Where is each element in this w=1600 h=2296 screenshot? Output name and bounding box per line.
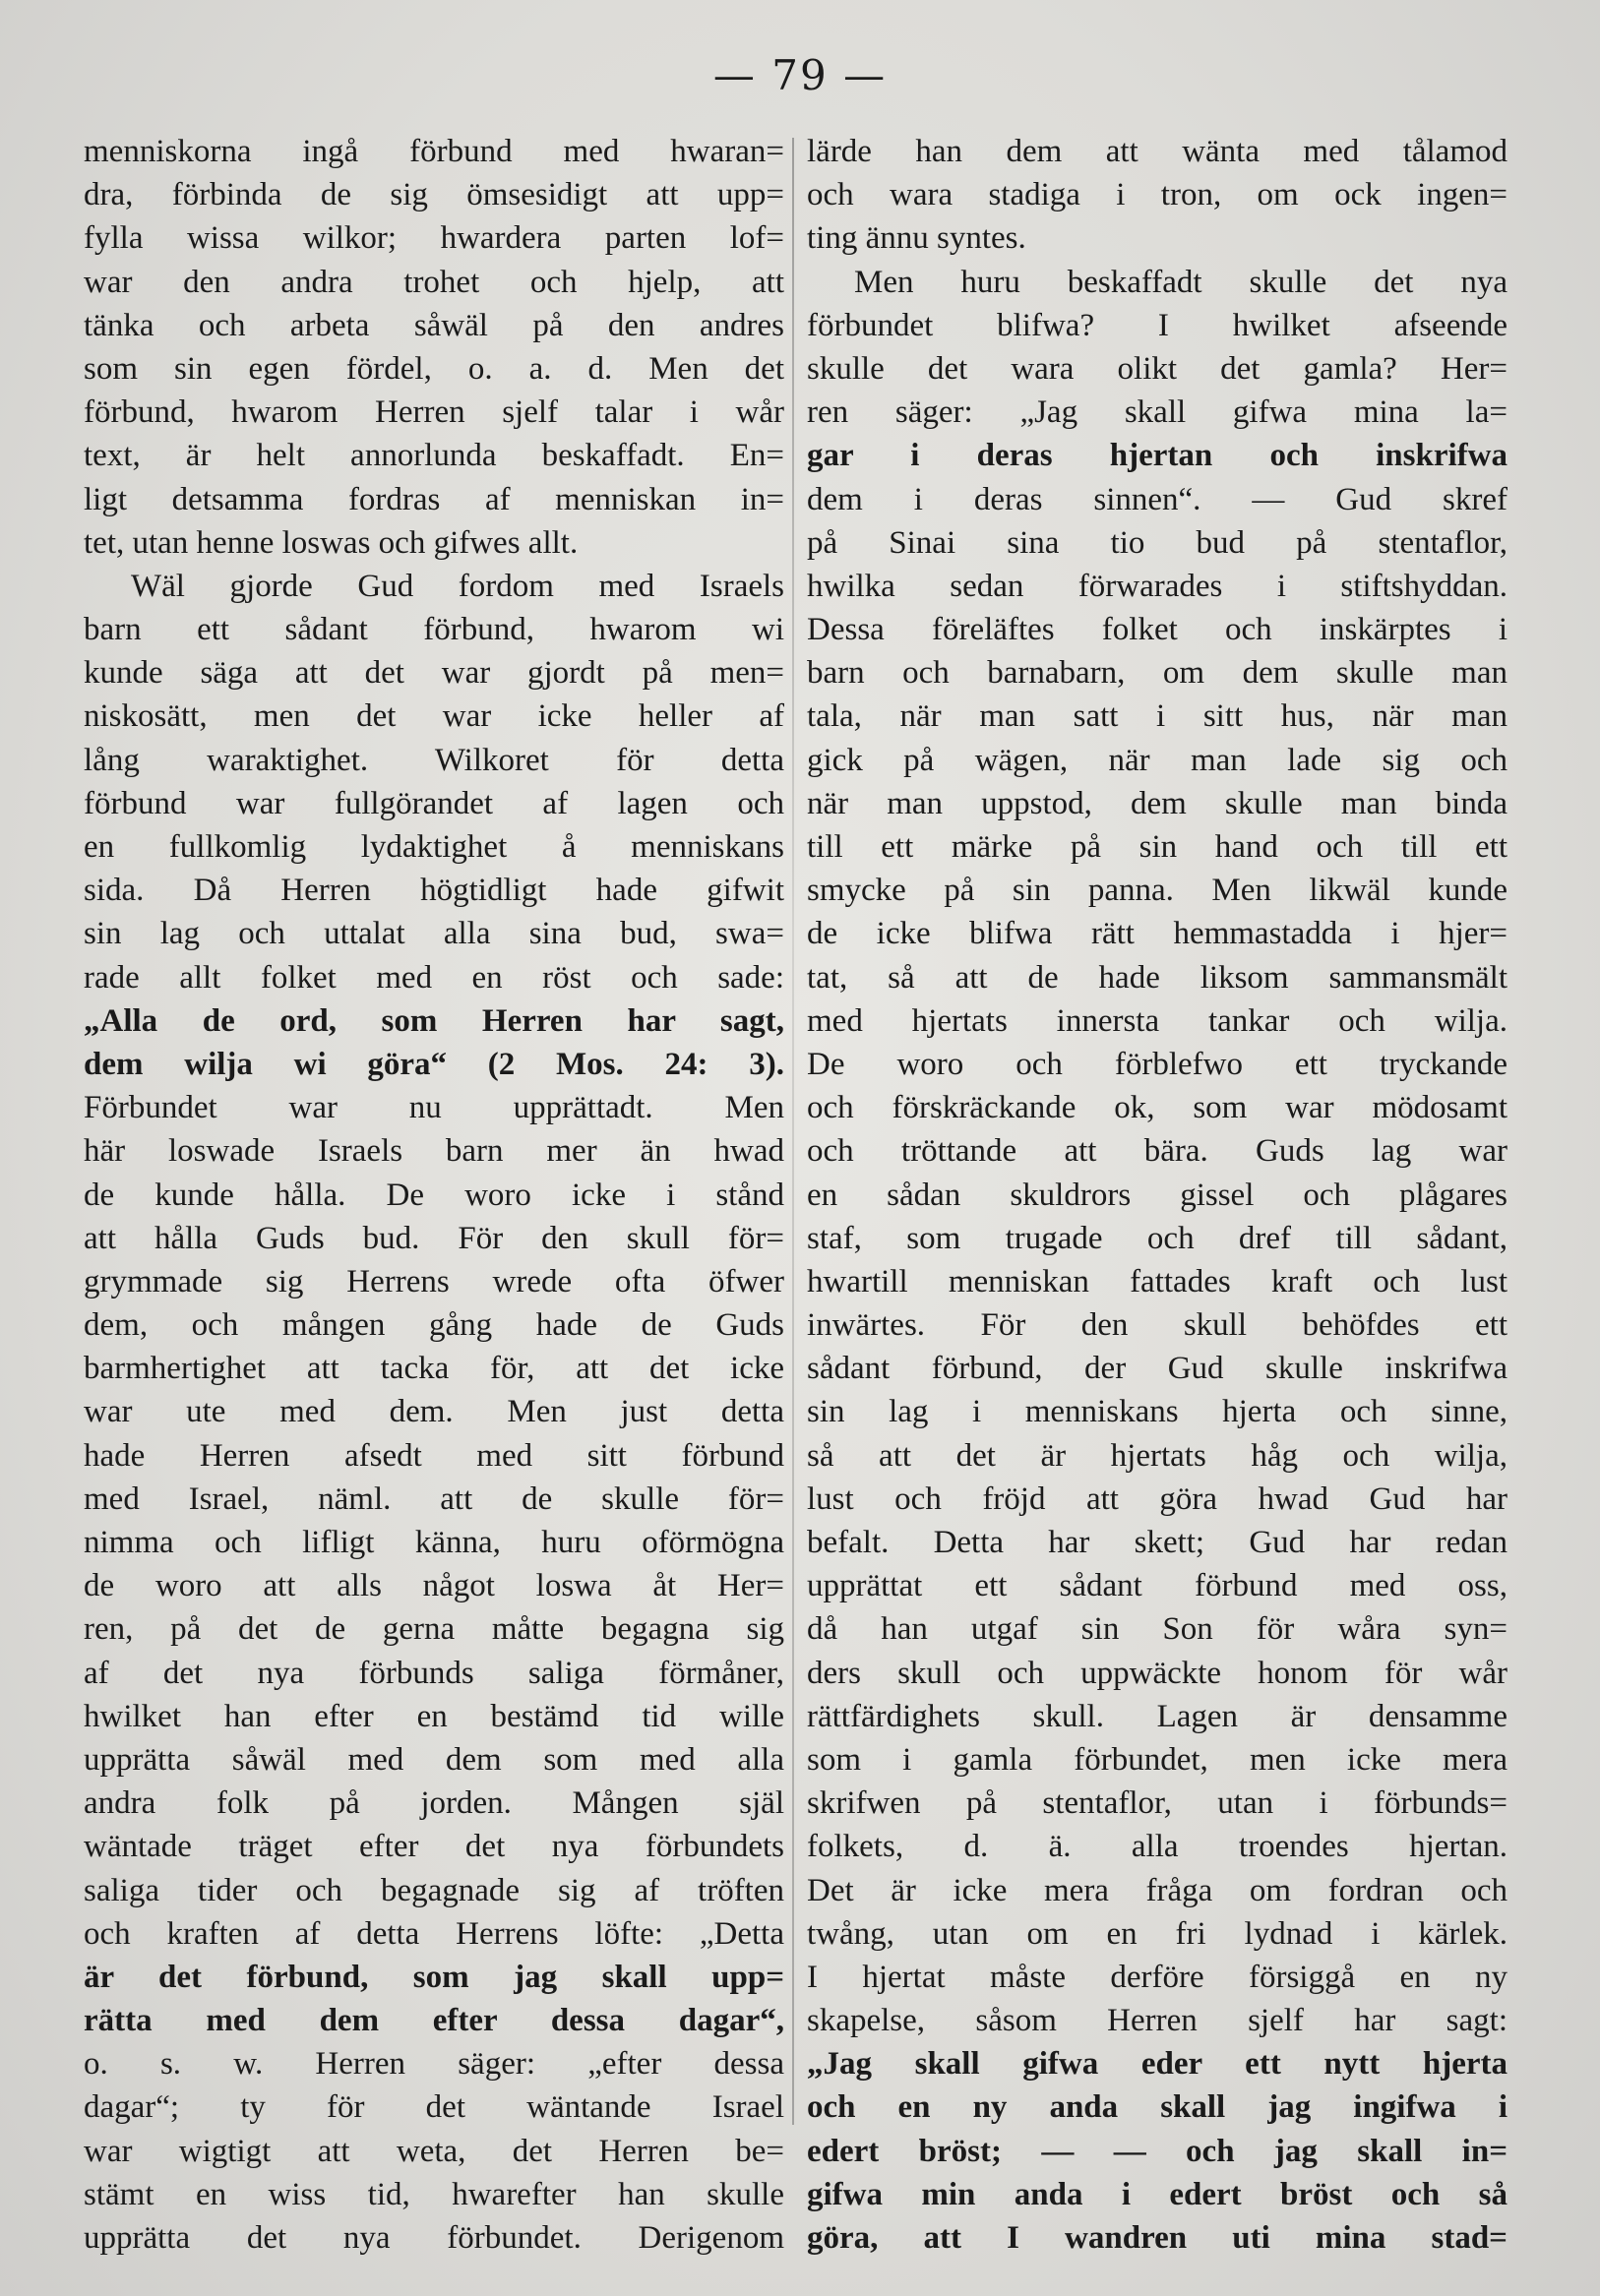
text-line: de icke blifwa rätt hemmastadda i hjer= [807,916,1508,952]
text-line: tänka och arbeta såwäl på den andres [84,307,784,343]
text-line: förbund, hwarom Herren sjelf talar i wår [84,394,784,431]
text-line: med hjertats innersta tankar och wilja. [807,1002,1508,1039]
text-line: lång waraktighet. Wilkoret för detta [84,742,784,778]
text-line: och en ny anda skall jag ingifwa i [807,2089,1508,2126]
text-line: barmhertighet att tacka för, att det icke [84,1351,784,1387]
text-line: barn ett sådant förbund, hwarom wi [84,612,784,648]
text-line: twång, utan om en fri lydnad i kärlek. [807,1915,1508,1952]
text-line: tet, utan henne loswas och gifwes allt. [84,524,579,561]
text-line: de woro att alls något loswa åt Her= [84,1568,784,1604]
right-column [807,130,1508,2260]
text-line: skulle det wara olikt det gamla? Her= [807,350,1508,387]
text-line: af det nya förbunds saliga förmåner, [84,1655,784,1691]
column-divider [792,138,794,2125]
page-number: — 79 — [712,51,888,99]
text-line: befalt. Detta har skett; Gud har redan [807,1525,1508,1560]
text-line: upprätta det nya förbundet. Derigenom [84,2220,784,2256]
text-line: ting ännu syntes. [807,220,1026,257]
text-line: förbundet blifwa? I hwilket afseende [807,307,1508,343]
text-line: med Israel, näml. att de skulle för= [84,1480,784,1517]
text-line: upprättat ett sådant förbund med oss, [807,1568,1508,1604]
text-line: dem, och mången gång hade de Guds [84,1307,784,1344]
text-line: och förskräckande ok, som war mödosamt [807,1090,1508,1126]
text-line: som sin egen fördel, o. a. d. Men det [84,350,784,387]
text-line: „Alla de ord, som Herren har sagt, [84,1002,784,1039]
text-line: tala, när man satt i sitt hus, när man [807,698,1508,735]
text-line: barn och barnabarn, om dem skulle man [807,655,1508,692]
text-line: edert bröst; — — och jag skall in= [807,2133,1508,2169]
text-line: gifwa min anda i edert bröst och så [807,2176,1508,2212]
text-line: dagar“; ty för det wäntande Israel [84,2089,784,2126]
text-line: andra folk på jorden. Mången själ [84,1785,784,1822]
text-line: på Sinai sina tio bud på stentaflor, [807,524,1508,561]
text-line: lärde han dem att wänta med tålamod [807,134,1508,169]
text-line: war ute med dem. Men just detta [84,1394,784,1430]
text-line: menniskorna ingå förbund med hwaran= [84,134,784,169]
text-line: text, är helt annorlunda beskaffadt. En= [84,438,784,474]
text-line: här loswade Israels barn mer än hwad [84,1133,784,1170]
text-line: inwärtes. För den skull behöfdes ett [807,1307,1508,1344]
text-line: hade Herren afsedt med sitt förbund [84,1437,784,1474]
text-line: Dessa föreläftes folket och inskärptes i [807,612,1508,648]
text-line: stämt en wiss tid, hwarefter han skulle [84,2176,784,2212]
text-line: en sådan skuldrors gissel och plågares [807,1177,1508,1213]
text-line: hwartill menniskan fattades kraft och lust [807,1263,1508,1299]
text-line: förbund war fullgörandet af lagen och [84,785,784,821]
text-line: kunde säga att det war gjordt på men= [84,655,784,692]
text-line: då han utgaf sin Son för wåra syn= [807,1611,1508,1648]
text-line: Wäl gjorde Gud fordom med Israels [131,568,784,604]
text-line: skrifwen på stentaflor, utan i förbunds= [807,1785,1508,1822]
text-line: och kraften af detta Herrens löfte: „Detta [84,1915,784,1952]
text-line: folkets, d. ä. alla troendes hjertan. [807,1829,1508,1865]
text-line: ders skull och uppwäckte honom för wår [807,1655,1508,1691]
text-line: staf, som trugade och dref till sådant, [807,1220,1508,1256]
text-line: göra, att I wandren uti mina stad= [807,2220,1508,2256]
text-line: och tröttande att bära. Guds lag war [807,1133,1508,1170]
text-line: gar i deras hjertan och inskrifwa [807,438,1508,474]
text-line: de kunde hålla. De woro icke i stånd [84,1177,784,1213]
text-line: ren säger: „Jag skall gifwa mina la= [807,394,1508,431]
text-line: saliga tider och begagnade sig af tröften [84,1872,784,1908]
text-line: och wara stadiga i tron, om ock ingen= [807,177,1508,213]
text-line: smycke på sin panna. Men likwäl kunde [807,873,1508,909]
text-line: wäntade träget efter det nya förbundets [84,1829,784,1865]
text-line: lust och fröjd att göra hwad Gud har [807,1480,1508,1517]
text-line: nimma och lifligt känna, huru oförmögna [84,1525,784,1560]
text-line: „Jag skall gifwa eder ett nytt hjerta [807,2046,1508,2083]
text-line: sida. Då Herren högtidligt hade gifwit [84,873,784,909]
text-line: fylla wissa wilkor; hwardera parten lof= [84,220,784,257]
text-line: sin lag i menniskans hjerta och sinne, [807,1394,1508,1430]
left-column [84,130,784,2260]
text-line: grymmade sig Herrens wrede ofta öfwer [84,1263,784,1299]
text-line: som i gamla förbundet, men icke mera [807,1741,1508,1778]
text-line: war den andra trohet och hjelp, att [84,264,784,300]
text-line: tat, så att de hade liksom sammansmält [807,959,1508,996]
text-line: rätta med dem efter dessa dagar“, [84,2003,784,2039]
text-line: när man uppstod, dem skulle man binda [807,785,1508,821]
text-line: niskosätt, men det war icke heller af [84,698,784,735]
text-line: Det är icke mera fråga om fordran och [807,1872,1508,1908]
text-line: o. s. w. Herren säger: „efter dessa [84,2046,784,2083]
text-line: upprätta såwäl med dem som med alla [84,1741,784,1778]
text-line: att hålla Guds bud. För den skull för= [84,1220,784,1256]
text-line: rättfärdighets skull. Lagen är densamme [807,1698,1508,1734]
text-line: dra, förbinda de sig ömsesidigt att upp= [84,177,784,213]
text-line: I hjertat måste derföre försiggå en ny [807,1959,1508,1995]
text-line: en fullkomlig lydaktighet å menniskans [84,829,784,865]
text-line: så att det är hjertats håg och wilja, [807,1437,1508,1474]
text-line: hwilket han efter en bestämd tid wille [84,1698,784,1734]
text-line: rade allt folket med en röst och sade: [84,959,784,996]
text-line: är det förbund, som jag skall upp= [84,1959,784,1995]
text-line: hwilka sedan förwarades i stiftshyddan. [807,568,1508,604]
text-line: ren, på det de gerna måtte begagna sig [84,1611,784,1648]
text-line: ligt detsamma fordras af menniskan in= [84,481,784,517]
text-line: skapelse, såsom Herren sjelf har sagt: [807,2003,1508,2039]
text-line: sin lag och uttalat alla sina bud, swa= [84,916,784,952]
text-line: Men huru beskaffadt skulle det nya [854,264,1508,300]
text-line: dem i deras sinnen“. — Gud skref [807,481,1508,517]
text-line: Förbundet war nu upprättadt. Men [84,1090,784,1126]
text-line: war wigtigt att weta, det Herren be= [84,2133,784,2169]
text-line: gick på wägen, när man lade sig och [807,742,1508,778]
text-line: De woro och förblefwo ett tryckande [807,1046,1508,1082]
text-line: sådant förbund, der Gud skulle inskrifwa [807,1351,1508,1387]
text-line: dem wilja wi göra“ (2 Mos. 24: 3). [84,1046,784,1082]
text-line: till ett märke på sin hand och till ett [807,829,1508,865]
